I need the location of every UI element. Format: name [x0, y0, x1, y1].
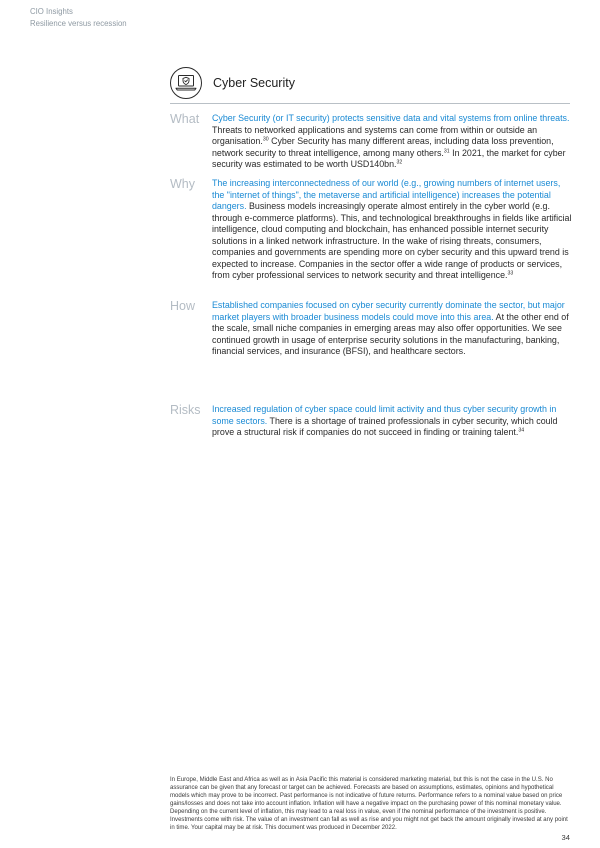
footnote-ref-32[interactable]: 32: [396, 159, 403, 166]
section-title: Cyber Security: [213, 76, 295, 90]
what-label: What: [170, 112, 200, 126]
how-body: At the other end of the scale, small niche companies in emerging areas may also offer opportunities. We see continued growth in usage of enterprise security solutions in the manufacturing, banking, financial services, and insurance (BFSI), and healthcare sectors.: [212, 311, 569, 357]
what-body-1: Threats to networked applications and systems can come from within or outside an organisation.: [212, 124, 538, 147]
how-label: How: [170, 299, 196, 313]
section-divider: [170, 103, 570, 104]
what-text: [212, 113, 572, 171]
disclaimer: In Europe, Middle East and Africa as well as in Asia Pacific this material is considered marketing material, but this is not the case in the U.S. No assurance can be given that any forecast or target can be achieved. Forecasts are based on assumptions, estimates, opinions and hypothetical models which may prove to be incorrect. Past performance is not indicative of future returns. Performance refers to a nominal value based on price gains/losses and does not take into account inflation. Inflation will have a negative impact on the purchasing power of this nominal monetary value. Depending on the current level of inflation, this may lead to a real loss in value, even if the nominal performance of the investment is positive. Investments come with risk. The value of an investment can fall as well as rise and you might not get back the amount originally invested at any point in time. Your capital may be at risk. This document was produced in December 2022.: [170, 777, 568, 831]
footnote-ref-34[interactable]: 34: [518, 427, 525, 434]
risks-body: There is a shortage of trained professionals in cyber security, which could prove a structural risk if companies do not succeed in finding or training talent.: [212, 415, 558, 438]
footnote-ref-30[interactable]: 30: [262, 136, 269, 143]
risks-text: [212, 404, 572, 439]
why-body: Business models increasingly operate almost entirely in the cyber world (e.g. through e-commerce platforms). This, and technological breakthroughs in fields like artificial intelligence, cloud computing and blockchain, has enhanced possible internet security solutions in a linked network infrastructure. In the wake of rising threats, consumers, companies and governments are spending more on cyber security and this upward trend is expected to increase. Companies in the sector offer a wide range of products or services, from cyber professional services to network security and threat intelligence.: [212, 201, 572, 281]
why-text: [212, 178, 572, 282]
why-label: Why: [170, 177, 195, 191]
what-body-2: Cyber Security has many different areas, including data loss prevention, network security to threat intelligence, among many others.: [212, 136, 554, 158]
page-number: 34: [561, 833, 570, 842]
secure-laptop-icon: [170, 67, 202, 99]
running-header: [30, 6, 127, 29]
risks-highlight: Increased regulation of cyber space could limit activity and thus cyber security growth in some sectors.: [212, 404, 557, 426]
what-body-3: In 2021, the market for cyber security was estimated to be worth USD140bn.: [212, 147, 566, 170]
what-highlight: Cyber Security (or IT security) protects sensitive data and vital systems from online threats.: [212, 113, 570, 123]
risks-label: Risks: [170, 403, 201, 417]
how-text: [212, 300, 572, 358]
footnote-ref-33[interactable]: 33: [507, 270, 514, 277]
footnote-ref-31[interactable]: 31: [443, 148, 450, 155]
why-highlight: The increasing interconnectedness of our world (e.g., growing numbers of internet users, the "internet of things", the metaverse and artificial intelligence) increases the potential dangers.: [212, 178, 561, 212]
header-subtitle: Resilience versus recession: [30, 18, 127, 28]
header-publication: CIO Insights: [30, 7, 73, 16]
section-heading: [170, 67, 295, 99]
how-highlight: Established companies focused on cyber security currently dominate the sector, but major market players with broader business models could move into this area.: [212, 300, 565, 322]
